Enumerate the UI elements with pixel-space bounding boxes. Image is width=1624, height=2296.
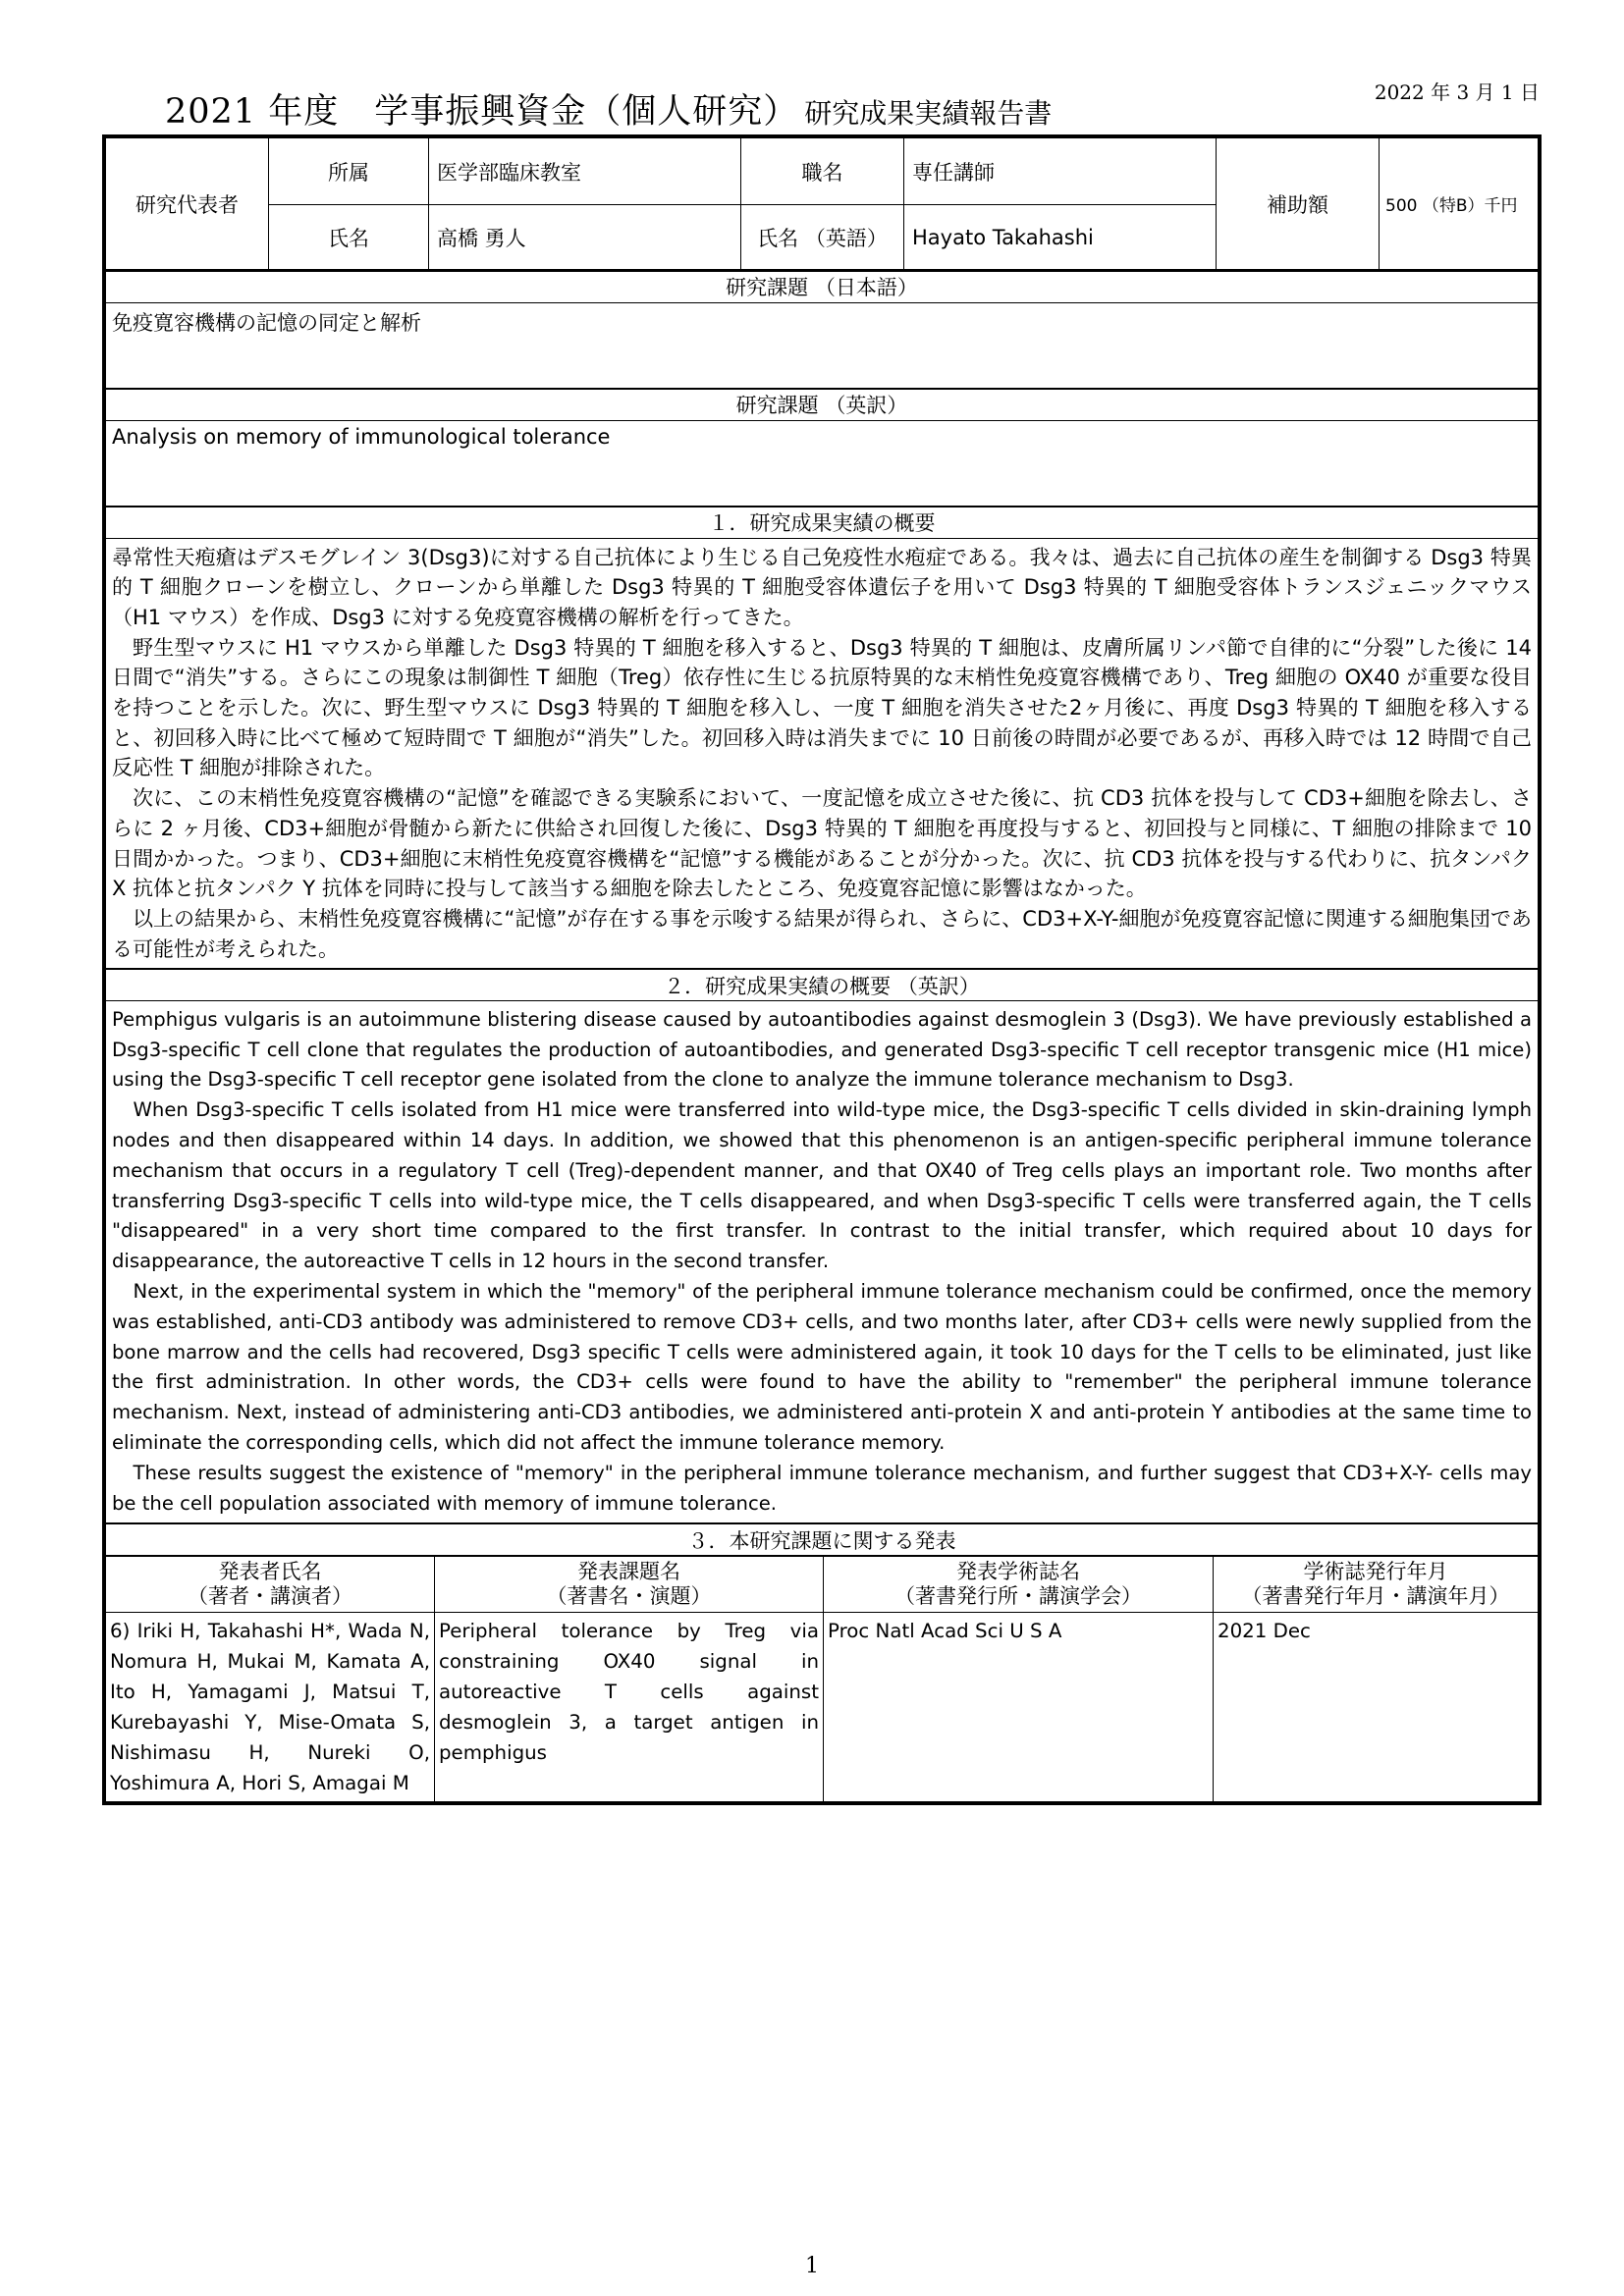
publications-header-row [106,1556,1539,1612]
publications-table [105,1556,1539,1802]
summary-en-paragraph: When Dsg3-specific T cells isolated from H1 mice were transferred into wild-type mice, the Dsg3-specific T cells divided in skin-draining lymph nodes and then disappeared within 14 days. In addition, we showed that this phenomenon is an antigen-specific peripheral immune tolerance mechanism that occurs in a regulatory T cell (Treg)-dependent manner, and that OX40 of Treg cells plays an important role. Two months after transferring Dsg3-specific T cells into wild-type mice, the T cells disappeared, and when Dsg3-specific T cells were transferred again, the T cells "disappeared" in a very short time compared to the first transfer. In contrast to the initial transfer, which required about 10 days for disappearance, the autoreactive T cells in 12 hours in the second transfer. [112,1098,1532,1273]
report-form [102,134,1542,1805]
publication-authors: 6) Iriki H, Takahashi H*, Wada N, Nomura H, Mukai M, Kamata A, Ito H, Yamagami J, Matsui T, Kurebayashi Y, Mise-Omata S, Nishimasu H, Nureki O, Yoshimura A, Hori S, Amagai M [106,1612,435,1801]
document-title-main: 2021 年度 学事振興資金（個人研究） [165,92,799,132]
name-value: 高橋 勇人 [429,205,741,270]
representative-label: 研究代表者 [106,138,269,270]
name-en-label: 氏名 （英語） [741,205,904,270]
affiliation-label: 所属 [269,138,429,205]
col-date-title: 学術誌発行年月 [1303,1559,1448,1583]
col-title-subtitle: （著書名・演題） [546,1583,712,1608]
col-authors-subtitle: （著者・講演者） [188,1583,352,1608]
name-label: 氏名 [269,205,429,270]
page-number: 1 [805,2254,819,2278]
position-label: 職名 [741,138,904,205]
topic-ja-heading: 研究課題 （日本語） [106,271,1539,302]
summary-en-paragraph: Next, in the experimental system in which the "memory" of the peripheral immune tolerance mechanism could be confirmed, once the memory was established, anti-CD3 antibody was administered to remove CD3+ cells, and two months later, after CD3+ cells were newly supplied from the bone marrow and the cells had recovered, Dsg3 specific T cells were administered again, it took 10 days for the T cells to be eliminated, just like the first administration. In other words, the CD3+ cells were found to have the ability to "remember" the peripheral immune tolerance mechanism. Next, instead of administering anti-CD3 antibodies, we administered anti-protein X and anti-protein Y antibodies at the same time to eliminate the corresponding cells, which did not affect the immune tolerance memory. [112,1280,1532,1454]
col-title-header [435,1556,824,1612]
col-journal-header [824,1556,1214,1612]
publication-row [106,1612,1539,1801]
summary-ja-paragraph: 以上の結果から、末梢性免疫寛容機構に“記憶”が存在する事を示唆する結果が得られ、さらに、CD3+X-Y-細胞が免疫寛容記憶に関連する細胞集団である可能性が考えられた。 [112,906,1532,961]
col-authors-title: 発表者氏名 [218,1559,322,1583]
col-authors-header [106,1556,435,1612]
col-journal-title: 発表学術誌名 [956,1559,1080,1583]
grant-label: 補助額 [1217,138,1380,270]
col-journal-subtitle: （著書発行所・講演学会） [894,1583,1142,1608]
report-date: 2022 年 3 月 1 日 [1374,80,1540,104]
representative-table [105,137,1539,270]
summary-en-paragraph: These results suggest the existence of "memory" in the peripheral immune tolerance mechanism, and further suggest that CD3+X-Y- cells may be the cell population associated with memory of immune tolerance. [112,1461,1532,1515]
position-value: 専任講師 [904,138,1217,205]
col-title-title: 発表課題名 [577,1559,680,1583]
topic-en-text: Analysis on memory of immunological tolerance [106,420,1539,507]
affiliation-value: 医学部臨床教室 [429,138,741,205]
document-title-sub: 研究成果実績報告書 [804,97,1053,130]
summary-ja-paragraph: 尋常性天疱瘡はデスモグレイン 3(Dsg3)に対する自己抗体により生じる自己免疫性水疱症である。我々は、過去に自己抗体の産生を制御する Dsg3 特異的 T 細胞クローンを樹立し、クローンから単離した Dsg3 特異的 T 細胞受容体遺伝子を用いて Dsg3 特異的 T 細胞受容体トランスジェニックマウス（H1 マウス）を作成、Dsg3 に対する免疫寛容機構の解析を行ってきた。 [112,545,1532,629]
report-sections [105,270,1539,1556]
publication-title: Peripheral tolerance by Treg via constraining OX40 signal in autoreactive T cells against desmoglein 3, a target antigen in pemphigus [435,1612,824,1801]
summary-ja-paragraph: 野生型マウスに H1 マウスから単離した Dsg3 特異的 T 細胞を移入すると、Dsg3 特異的 T 細胞は、皮膚所属リンパ節で自律的に“分裂”した後に 14 日間で“消失”する。さらにこの現象は制御性 T 細胞（Treg）依存性に生じる抗原特異的な末梢性免疫寛容機構であり、Treg 細胞の OX40 が重要な役目を持つことを示した。次に、野生型マウスに Dsg3 特異的 T 細胞を移入し、一度 T 細胞を消失させた2ヶ月後に、再度 Dsg3 特異的 T 細胞を移入すると、初回移入時に比べて極めて短時間で T 細胞が“消失”した。初回移入時は消失までに 10 日前後の時間が必要であるが、再移入時では 12 時間で自己反応性 T 細胞が排除された。 [112,635,1532,780]
publications-heading: ３．本研究課題に関する発表 [106,1523,1539,1555]
name-en-value: Hayato Takahashi [904,205,1217,270]
publication-date: 2021 Dec [1214,1612,1539,1801]
document-title [165,84,1052,133]
col-date-header [1214,1556,1539,1612]
summary-ja-heading: １．研究成果実績の概要 [106,507,1539,538]
grant-amount: 500 （特B）千円 [1380,138,1539,270]
publication-journal: Proc Natl Acad Sci U S A [824,1612,1214,1801]
summary-en-heading: ２．研究成果実績の概要 （英訳） [106,969,1539,1000]
topic-en-heading: 研究課題 （英訳） [106,389,1539,420]
summary-en-paragraph: Pemphigus vulgaris is an autoimmune blistering disease caused by autoantibodies against desmoglein 3 (Dsg3). We have previously established a Dsg3-specific T cell clone that regulates the production of autoantibodies, and generated Dsg3-specific T cell receptor transgenic mice (H1 mice) using the Dsg3-specific T cell receptor gene isolated from the clone to analyze the immune tolerance mechanism to Dsg3. [112,1007,1532,1092]
summary-en-body [106,1000,1539,1523]
col-date-subtitle: （著書発行年月・講演年月） [1241,1583,1510,1608]
summary-ja-paragraph: 次に、この末梢性免疫寛容機構の“記憶”を確認できる実験系において、一度記憶を成立させた後に、抗 CD3 抗体を投与して CD3+細胞を除去し、さらに 2 ヶ月後、CD3+細胞が骨髄から新たに供給され回復した後に、Dsg3 特異的 T 細胞を再度投与すると、初回投与と同様に、T 細胞の排除まで 10 日間かかった。つまり、CD3+細胞に末梢性免疫寛容機構を“記憶”する機能があることが分かった。次に、抗 CD3 抗体を投与する代わりに、抗タンパク X 抗体と抗タンパク Y 抗体を同時に投与して該当する細胞を除去したところ、免疫寛容記憶に影響はなかった。 [112,786,1532,901]
topic-ja-text: 免疫寛容機構の記憶の同定と解析 [106,302,1539,389]
summary-ja-body [106,538,1539,969]
